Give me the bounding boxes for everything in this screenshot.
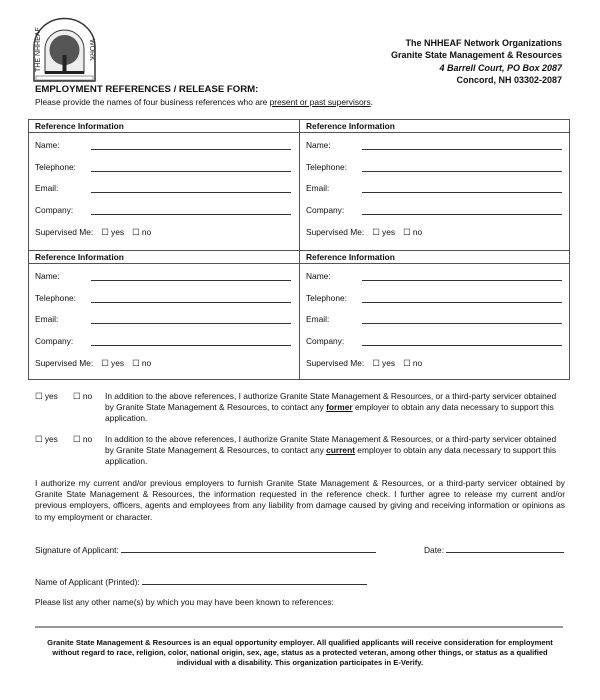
telephone-label: Telephone: [35, 293, 76, 303]
reference-block-2 [299, 120, 570, 250]
reference-name-row [306, 140, 566, 150]
reference-telephone-row [35, 293, 295, 303]
reference-telephone-input[interactable] [362, 171, 562, 172]
nhheaf-network-logo [31, 17, 98, 83]
email-label: Email: [306, 314, 330, 324]
supervised-yes-checkbox[interactable]: ☐ yes [372, 227, 396, 237]
authorization-current [35, 434, 565, 468]
signature-field[interactable] [121, 543, 376, 553]
svg-text:THE NHHEAF: THE NHHEAF [35, 27, 42, 72]
auth-text-end: employer to obtain any data necessary to support this application. [105, 402, 554, 424]
former-yes-checkbox[interactable]: ☐ yes [35, 391, 58, 401]
reference-telephone-row [306, 162, 566, 172]
reference-email-input[interactable] [91, 192, 291, 193]
signature-row [35, 543, 376, 555]
reference-company-input[interactable] [362, 214, 562, 215]
supervised-label: Supervised Me: [35, 227, 94, 237]
reference-name-input[interactable] [91, 149, 291, 150]
date-field[interactable] [446, 543, 564, 553]
printed-name-label: Name of Applicant (Printed): [35, 577, 140, 587]
reference-company-row [306, 205, 566, 215]
supervised-label: Supervised Me: [306, 358, 365, 368]
reference-telephone-input[interactable] [91, 171, 291, 172]
reference-block-3 [29, 250, 300, 380]
reference-email-row [35, 314, 295, 324]
reference-company-row [35, 336, 295, 346]
org-name: The NHHEAF Network Organizations [405, 38, 562, 48]
other-names-label: Please list any other name(s) by which you may have been known to references: [35, 597, 334, 607]
supervised-yes-checkbox[interactable]: ☐ yes [101, 358, 125, 368]
organization-address [391, 37, 562, 86]
company-label: Company: [306, 205, 345, 215]
org-address-line1: 4 Barrell Court, PO Box 2087 [439, 62, 562, 73]
name-label: Name: [306, 271, 331, 281]
footer-divider[interactable] [35, 626, 563, 628]
reference-email-row [306, 314, 566, 324]
email-label: Email: [35, 314, 59, 324]
reference-name-row [306, 271, 566, 281]
reference-telephone-input[interactable] [91, 302, 291, 303]
auth-emphasis: current [326, 445, 355, 456]
auth-text: In addition to the above references, I authorize Granite State Management & Resources, or a third-party servicer obtained by Granite State Management & Resources, to contact any [105, 434, 557, 456]
svg-text:WORK: WORK [88, 39, 95, 61]
email-label: Email: [306, 183, 330, 193]
company-label: Company: [306, 336, 345, 346]
reference-company-input[interactable] [91, 345, 291, 346]
printed-name-field[interactable] [142, 575, 367, 585]
supervised-no-checkbox[interactable]: ☐ no [132, 227, 152, 237]
telephone-label: Telephone: [306, 293, 347, 303]
reference-name-input[interactable] [362, 280, 562, 281]
org-company: Granite State Management & Resources [390, 50, 562, 61]
eeo-footer: Granite State Management & Resources is an equal opportunity employer. All qualified applicants will receive consideration for employment without regard to race, religion, color, national origin, sex, age, status as a protected veteran, among other things, or status as a qualified individual with a disability. This organization participates in E-Verify. [47, 638, 553, 667]
intro-emphasis: present or past supervisors [269, 97, 371, 107]
supervised-no-checkbox[interactable]: ☐ no [132, 358, 152, 368]
name-label: Name: [306, 140, 331, 150]
reference-block-4 [299, 250, 570, 380]
supervised-row [35, 227, 159, 237]
reference-header: Reference Information [29, 251, 300, 264]
reference-header: Reference Information [300, 251, 570, 264]
signature-label: Signature of Applicant: [35, 545, 119, 555]
form-intro [35, 97, 373, 107]
reference-email-row [35, 183, 295, 193]
email-label: Email: [35, 183, 59, 193]
supervised-label: Supervised Me: [35, 358, 94, 368]
supervised-yes-checkbox[interactable]: ☐ yes [101, 227, 125, 237]
reference-block-1 [29, 120, 300, 250]
form-title: EMPLOYMENT REFERENCES / RELEASE FORM: [35, 84, 259, 95]
supervised-row [306, 358, 430, 368]
reference-company-input[interactable] [91, 214, 291, 215]
auth-text: In addition to the above references, I authorize Granite State Management & Resources, or a third-party servicer obtained by Granite State Management & Resources, to contact any [105, 391, 557, 413]
reference-telephone-input[interactable] [362, 302, 562, 303]
reference-company-row [35, 205, 295, 215]
intro-end: . [370, 97, 373, 107]
former-no-checkbox[interactable]: ☐ no [73, 391, 93, 401]
reference-name-row [35, 271, 295, 281]
telephone-label: Telephone: [35, 162, 76, 172]
supervised-yes-checkbox[interactable]: ☐ yes [372, 358, 396, 368]
supervised-row [35, 358, 159, 368]
reference-email-input[interactable] [91, 323, 291, 324]
reference-name-input[interactable] [91, 280, 291, 281]
company-label: Company: [35, 336, 74, 346]
telephone-label: Telephone: [306, 162, 347, 172]
intro-text: Please provide the names of four business references who are [35, 97, 270, 107]
auth-text-end: employer to obtain any data necessary to support this application. [105, 445, 557, 467]
reference-header: Reference Information [300, 120, 570, 133]
printed-name-row [35, 575, 367, 587]
reference-header: Reference Information [29, 120, 300, 133]
reference-name-input[interactable] [362, 149, 562, 150]
company-label: Company: [35, 205, 74, 215]
reference-telephone-row [306, 293, 566, 303]
reference-telephone-row [35, 162, 295, 172]
supervised-row [306, 227, 430, 237]
date-label: Date: [424, 545, 445, 555]
supervised-no-checkbox[interactable]: ☐ no [403, 358, 423, 368]
name-label: Name: [35, 271, 60, 281]
references-table [28, 119, 570, 380]
date-row [424, 543, 564, 555]
reference-email-input[interactable] [362, 192, 562, 193]
current-yes-checkbox[interactable]: ☐ yes [35, 434, 58, 444]
org-address-line2: Concord, NH 03302-2087 [456, 74, 562, 85]
name-label: Name: [35, 140, 60, 150]
reference-name-row [35, 140, 295, 150]
reference-company-row [306, 336, 566, 346]
supervised-label: Supervised Me: [306, 227, 365, 237]
authorization-former [35, 391, 565, 425]
reference-email-row [306, 183, 566, 193]
release-paragraph: I authorize my current and/or previous employers to furnish Granite State Management & Resources, or a third-party servicer obtained by Granite State Management & Resources, the information requested in the reference check. I further agree to release my current and/or previous employers, officers, agents and employees from any liability from damage caused by giving and receiving information or opinions as to my employment or character. [35, 478, 565, 522]
reference-company-input[interactable] [362, 345, 562, 346]
auth-emphasis: former [326, 402, 353, 413]
current-no-checkbox[interactable]: ☐ no [73, 434, 93, 444]
supervised-no-checkbox[interactable]: ☐ no [403, 227, 423, 237]
reference-email-input[interactable] [362, 323, 562, 324]
